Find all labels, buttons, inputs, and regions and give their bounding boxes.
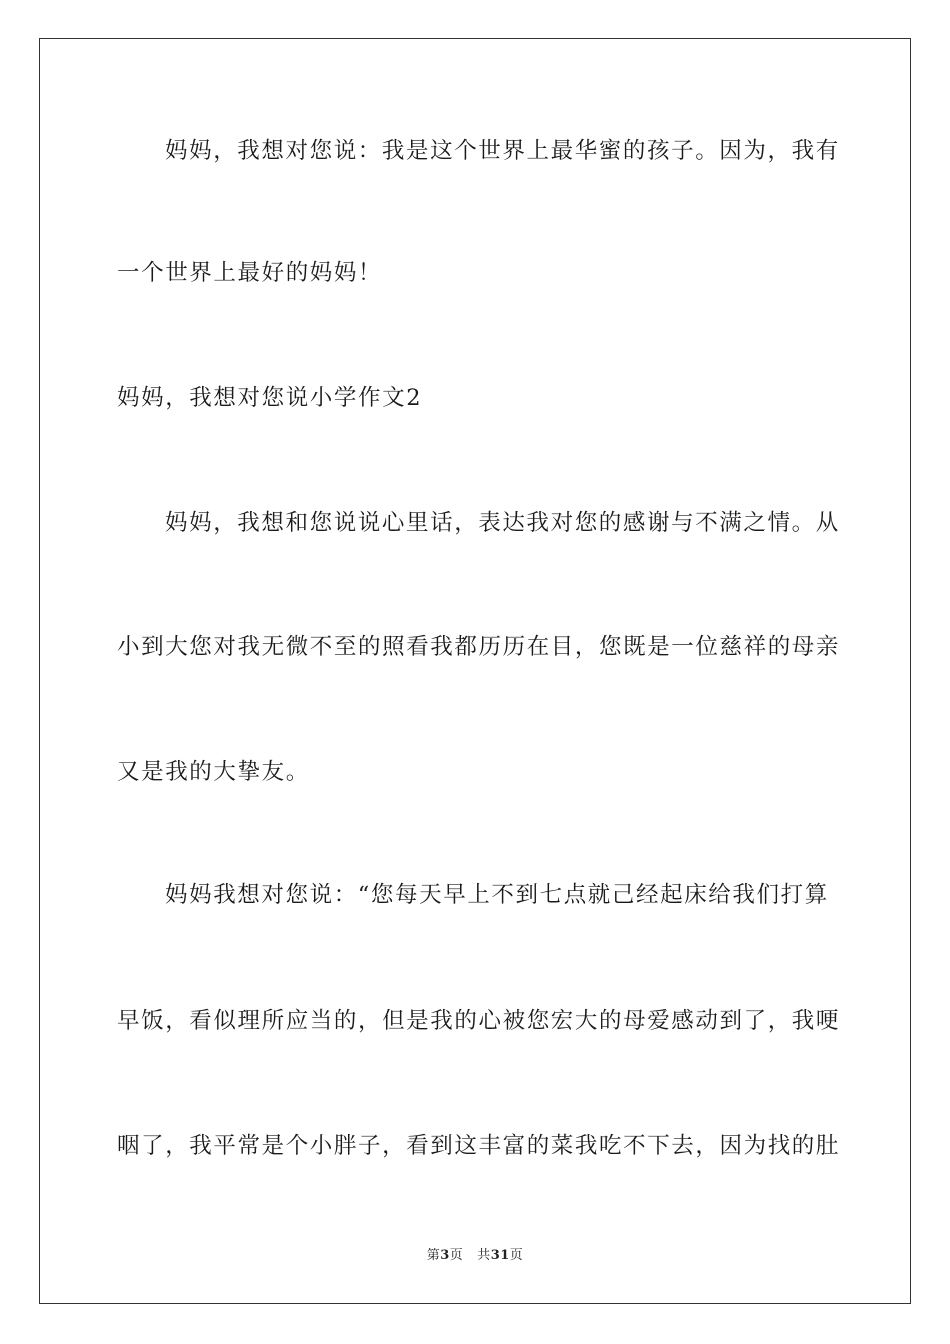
page-suffix: 页 (449, 1248, 464, 1263)
page-prefix: 第 (426, 1248, 441, 1263)
paragraph-line: 咽了，我平常是个小胖子，看到这丰富的菜我吃不下去，因为找的肚 (117, 1133, 841, 1159)
paragraph-line: 妈妈，我想对您说：我是这个世界上最华蜜的孩子。因为，我有 (165, 138, 840, 164)
total-suffix: 页 (509, 1248, 524, 1263)
paragraph-line: 早饭，看似理所应当的，但是我的心被您宏大的母爱感动到了，我哽 (117, 1008, 841, 1034)
paragraph-line: 妈妈，我想和您说说心里话，表达我对您的感谢与不满之情。从 (165, 510, 840, 536)
page-border (39, 38, 911, 1304)
total-pages: 31 (490, 1248, 510, 1263)
page-footer (0, 1247, 950, 1265)
total-prefix: 共 (477, 1248, 491, 1263)
page-number: 3 (440, 1248, 450, 1263)
section-heading: 妈妈，我想对您说小学作文2 (117, 385, 423, 411)
paragraph-line: 又是我的大挚友。 (117, 759, 310, 785)
paragraph-line: 小到大您对我无微不至的照看我都历历在目，您既是一位慈祥的母亲 (117, 634, 841, 660)
paragraph-line: 一个世界上最好的妈妈！ (117, 260, 383, 286)
paragraph-line: 妈妈我想对您说：“您每天早上不到七点就己经起床给我们打算 (165, 882, 829, 908)
